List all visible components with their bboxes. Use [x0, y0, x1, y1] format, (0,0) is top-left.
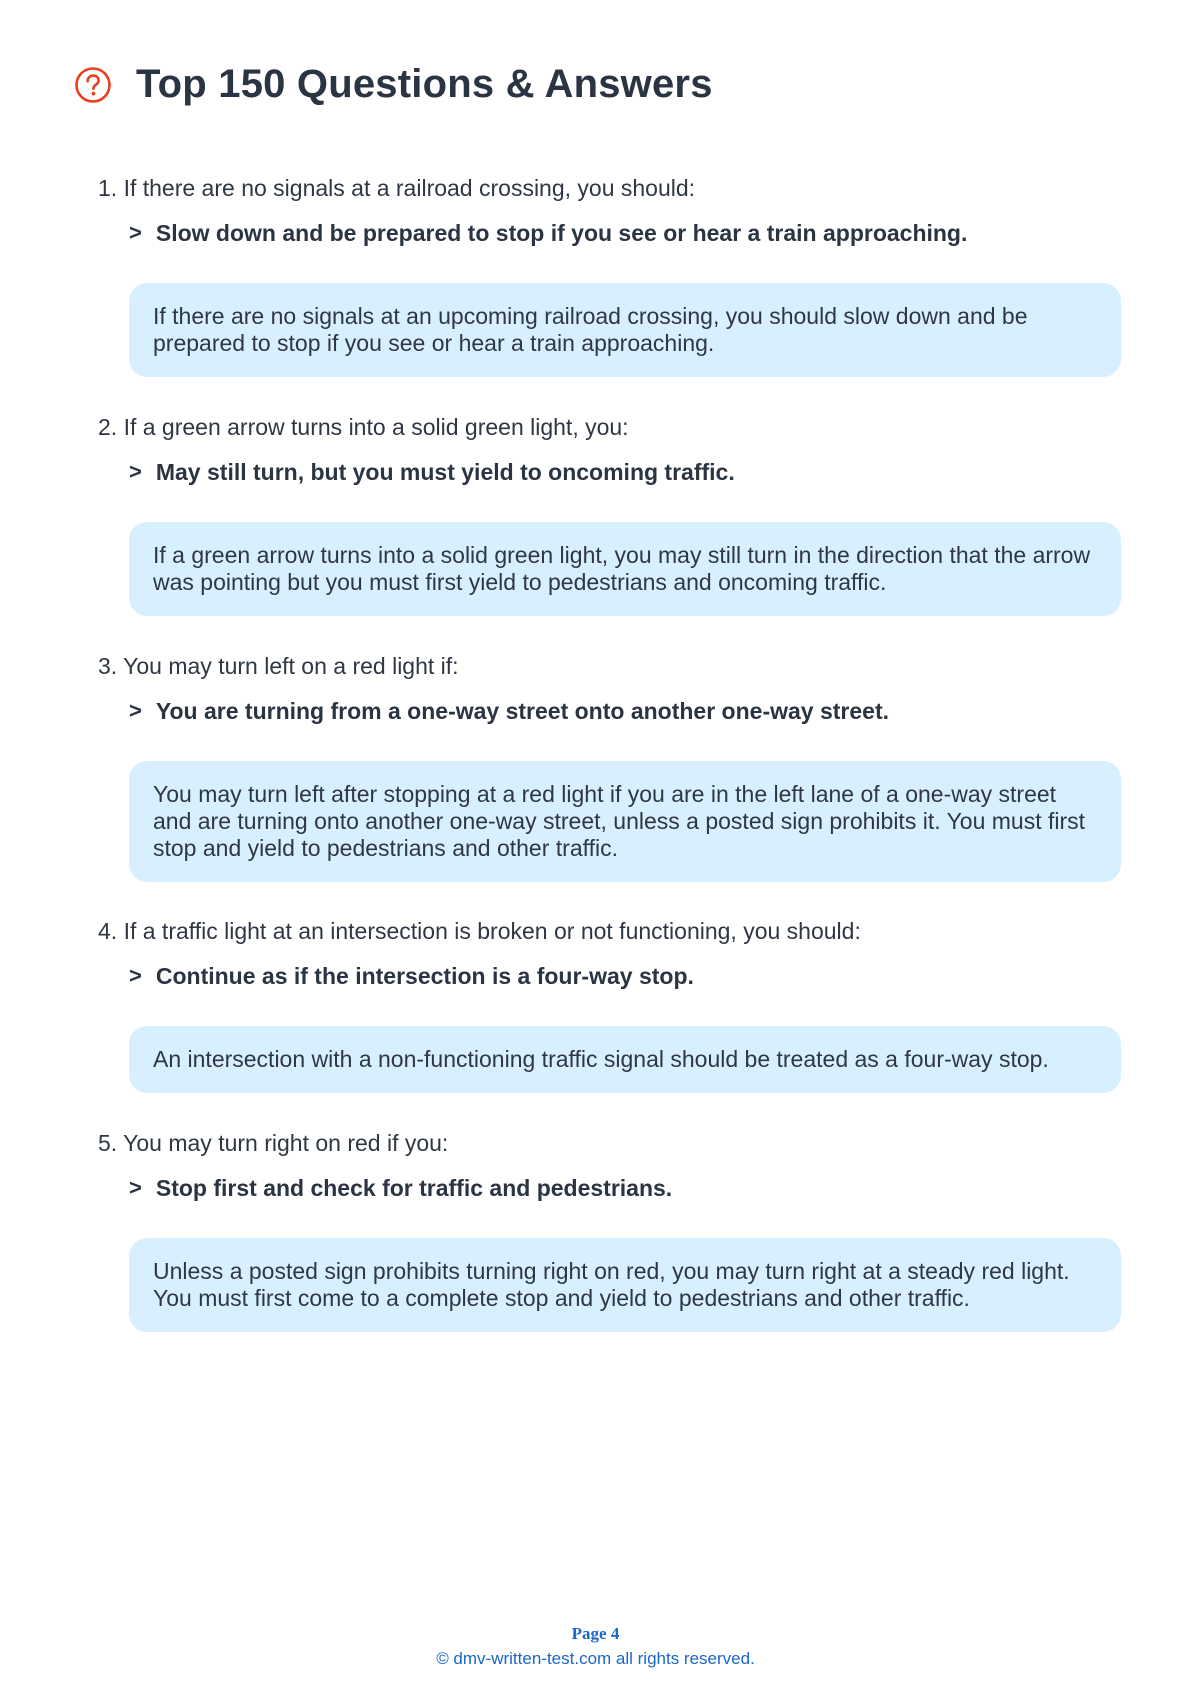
- question-circle-icon: [74, 66, 112, 104]
- answer-text: Slow down and be prepared to stop if you see or hear a train approaching.: [155, 220, 968, 246]
- question-text: 1. If there are no signals at a railroad crossing, you should:: [98, 175, 696, 201]
- explanation-box: [129, 522, 1121, 616]
- explanation-box: [129, 1238, 1121, 1332]
- explanation-box: [129, 1026, 1121, 1093]
- answer-text: Continue as if the intersection is a four-way stop.: [155, 963, 694, 989]
- explanation-box: [129, 283, 1121, 377]
- explanation-text: You may turn left after stopping at a red light if you are in the left lane of a one-way street and are turning onto another one-way street, unless a posted sign prohibits it. You must first stop and yield to pedestrians and other traffic.: [153, 781, 1086, 861]
- answer-text: May still turn, but you must yield to oncoming traffic.: [155, 459, 735, 485]
- answer-marker: >: [129, 698, 142, 723]
- answer-text: Stop first and check for traffic and pedestrians.: [155, 1175, 673, 1201]
- explanation-text: If there are no signals at an upcoming railroad crossing, you should slow down and be prepared to stop if you see or hear a train approaching.: [153, 303, 1028, 356]
- explanation-text: If a green arrow turns into a solid green light, you may still turn in the direction that the arrow was pointing but you must first yield to pedestrians and oncoming traffic.: [153, 542, 1091, 595]
- page-title: Top 150 Questions & Answers: [136, 62, 713, 106]
- question-text: 5. You may turn right on red if you:: [98, 1130, 449, 1156]
- page-header: [74, 62, 713, 107]
- question-text: 4. If a traffic light at an intersection is broken or not functioning, you should:: [98, 918, 861, 944]
- question-text: 3. You may turn left on a red light if:: [98, 653, 459, 679]
- answer-row: [129, 963, 694, 990]
- answer-marker: >: [129, 220, 142, 245]
- answer-marker: >: [129, 1175, 142, 1200]
- explanation-text: An intersection with a non-functioning traffic signal should be treated as a four-way stop.: [153, 1046, 1049, 1072]
- answer-row: [129, 698, 889, 725]
- answer-row: [129, 220, 967, 247]
- question-text: 2. If a green arrow turns into a solid green light, you:: [98, 414, 629, 440]
- answer-marker: >: [129, 459, 142, 484]
- answer-row: [129, 459, 735, 486]
- answer-text: You are turning from a one-way street onto another one-way street.: [155, 698, 889, 724]
- copyright-link[interactable]: © dmv-written-test.com all rights reserved.: [436, 1649, 755, 1668]
- answer-marker: >: [129, 963, 142, 988]
- explanation-text: Unless a posted sign prohibits turning right on red, you may turn right at a steady red light. You must first come to a complete stop and yield to pedestrians and other traffic.: [153, 1258, 1070, 1311]
- page-number: Page 4: [571, 1624, 620, 1643]
- explanation-box: [129, 761, 1121, 882]
- answer-row: [129, 1175, 672, 1202]
